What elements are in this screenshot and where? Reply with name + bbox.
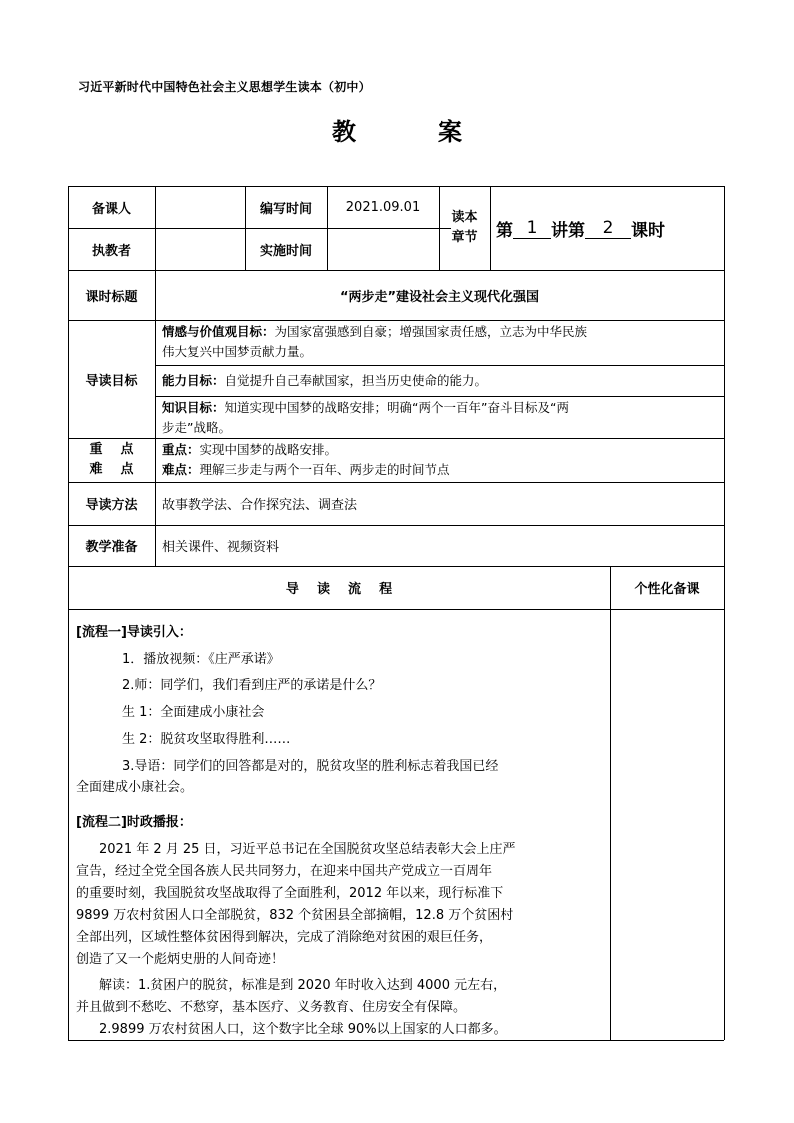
preparer-value [155,186,245,228]
ability-objective [162,371,720,391]
step2-para-line: 9899 万农村贫困人口全部脱贫，832 个贫困县全部摘帽，12.8 万个贫困村 [76,908,514,923]
lesson-title-value: “两步走”建设社会主义现代化强国 [339,289,540,305]
explain-line: 2.9899 万农村贫困人口，这个数字比全球 90%以上国家的人口都多。 [99,1022,507,1037]
objectives-label: 导读目标 [85,373,138,389]
step1-title: [流程一]导读引入： [76,625,192,640]
method-value: 故事教学法、合作探究法、调查法 [162,498,358,513]
knowledge-objective-text-2: 步走”战略。 [162,420,231,435]
step1-line: 生 1：全面建成小康社会 [122,705,265,720]
title-char-2: 案 [438,118,462,146]
key-label-line: 重 点 [89,442,134,457]
step1-line: 生 2：脱贫攻坚取得胜利…… [122,732,291,747]
table-line [155,396,724,397]
emotion-objective-label: 情感与价值观目标： [162,324,275,339]
explain-line: 解读：1.贫困户的脱贫，标准是到 2020 年时收入达到 4000 元左右， [99,978,507,993]
chapter-number: 1 [513,218,551,239]
chapter-prefix: 第 [496,220,513,241]
step1-line: 2.师：同学们，我们看到庄严的承诺是什么？ [122,678,382,693]
title-char-1: 教 [332,118,356,146]
explain-line: 并且做到不愁吃、不愁穿，基本医疗、义务教育、住房安全有保障。 [76,1000,467,1015]
preparation-value: 相关课件、视频资料 [162,540,280,555]
emotion-objective [162,322,720,362]
table-line [490,186,491,270]
key-point-text: 实现中国梦的战略安排。 [199,442,338,457]
write-time-label: 编写时间 [259,201,312,217]
step1-line: 全面建成小康社会。 [76,780,194,795]
preparer-label: 备课人 [91,201,131,217]
step2-para-line: 宣告，经过全党全国各族人民共同努力，在迎来中国共产党成立一百周年 [76,864,493,879]
chapter-mid: 讲第 [551,220,585,241]
personal-prep-header: 个性化备课 [634,582,700,597]
key-points-content [162,440,720,480]
lesson-suffix: 课时 [631,220,665,241]
table-line [68,609,724,610]
write-time-value: 2021.09.01 [345,199,421,215]
step2-para-line: 的重要时刻，我国脱贫攻坚战取得了全面胜利，2012 年以来，现行标准下 [76,886,504,901]
lesson-number: 2 [585,218,631,239]
ability-objective-text: 自觉提升自己奉献国家，担当历史使命的能力。 [224,373,488,388]
document-header: 习近平新时代中国特色社会主义思想学生读本（初中） [78,80,371,94]
table-line [68,320,724,321]
teacher-label: 执教者 [91,243,131,259]
difficult-point-label: 难点： [162,462,200,477]
difficult-point-text: 理解三步走与两个一百年、两步走的时间节点 [199,462,450,477]
exec-time-value [327,228,439,270]
step1-line: 1．播放视频：《庄严承诺》 [122,652,280,667]
reader-chapter-label-line1: 读本 [451,210,478,225]
step2-para-line: 2021 年 2 月 25 日，习近平总书记在全国脱贫攻坚总结表彰大会上庄严 [99,842,516,857]
table-line [155,365,724,366]
key-points-label [68,438,155,482]
step1-line: 3.导语：同学们的回答都是对的，脱贫攻坚的胜利标志着我国已经 [122,759,499,774]
step2-para-line: 创造了又一个彪炳史册的人间奇迹！ [76,952,285,967]
knowledge-objective-label: 知识目标： [162,400,225,415]
table-line [724,186,725,1040]
lesson-title-label: 课时标题 [85,289,138,305]
method-label: 导读方法 [85,498,138,513]
step2-para-line: 全部出列，区域性整体贫困得到解决，完成了消除绝对贫困的艰巨任务， [76,930,493,945]
ability-objective-label: 能力目标： [162,373,225,388]
emotion-objective-text-2: 伟大复兴中国梦贡献力量。 [162,344,313,359]
chapter-lesson [496,186,724,270]
teacher-value [155,228,245,270]
knowledge-objective-text-1: 知道实现中国梦的战略安排；明确“两个一百年”奋斗目标及“两 [224,400,569,415]
reader-chapter-label-line2: 章节 [451,230,478,245]
emotion-objective-text-1: 为国家富强感到自豪；增强国家责任感，立志为中华民族 [274,324,588,339]
key-point-label: 重点： [162,442,200,457]
table-line [68,438,724,439]
knowledge-objective [162,398,720,438]
step2-title: [流程二]时政播报： [76,815,192,830]
page-title [0,112,794,147]
table-line [610,566,611,1040]
exec-time-label: 实施时间 [259,243,312,259]
preparation-label: 教学准备 [85,540,138,555]
reader-chapter-label [439,186,490,270]
process-header: 导 读 流 程 [285,582,393,597]
difficult-label-line: 难 点 [89,462,134,477]
